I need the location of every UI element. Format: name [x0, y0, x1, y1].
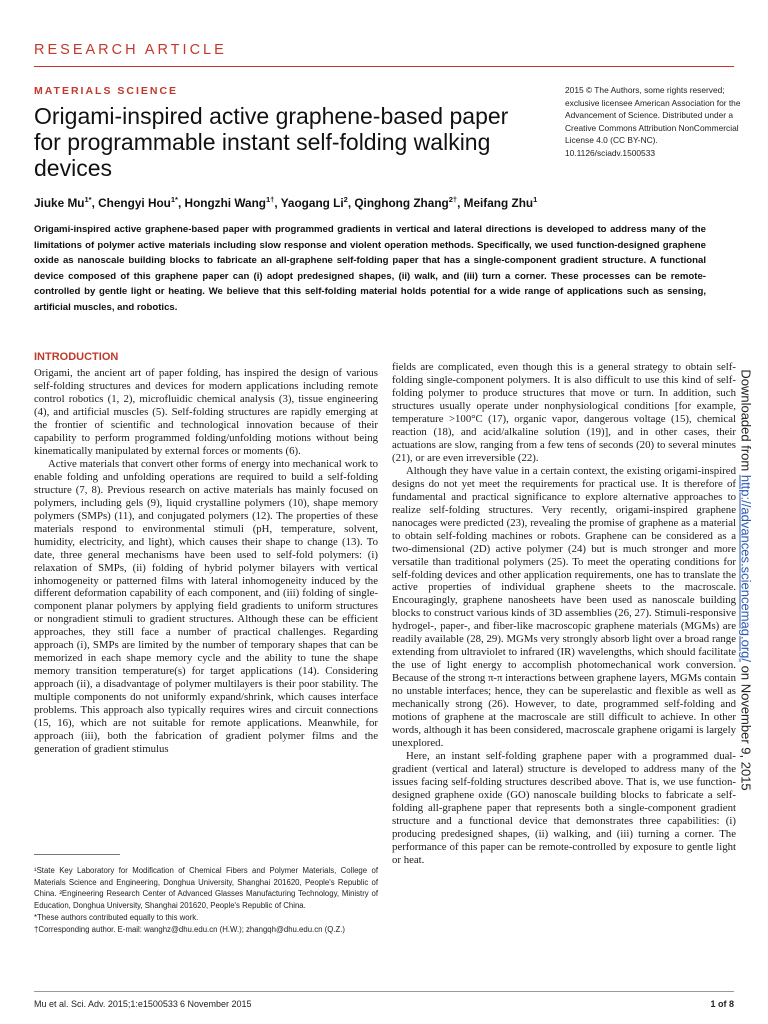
author-name: Chengyi Hou — [98, 195, 171, 210]
body-column-right — [392, 361, 736, 867]
header-divider — [34, 66, 734, 67]
author-affiliation-mark: 2† — [448, 195, 458, 204]
body-column-left — [34, 367, 378, 756]
author-name: Qinghong Zhang — [354, 195, 449, 210]
section-label: RESEARCH ARTICLE — [34, 42, 227, 58]
author-name: Jiuke Mu — [34, 195, 85, 210]
page-number: 1 of 8 — [710, 999, 734, 1009]
side-note-prefix: Downloaded from — [738, 369, 754, 475]
author-affiliation-mark: 1 — [533, 195, 538, 204]
category-label: MATERIALS SCIENCE — [34, 85, 179, 97]
footer-date: 6 November 2015 — [180, 999, 252, 1009]
author-name: Yaogang Li — [280, 195, 344, 210]
equal-contribution-footnote: *These authors contributed equally to this work. — [34, 912, 199, 922]
corresponding-author-footnote: †Corresponding author. E-mail: wanghz@dhu.edu.cn (H.W.); zhangqh@dhu.edu.cn (Q.Z.) — [34, 924, 345, 934]
body-paragraph: fields are complicated, even though this is a general strategy to obtain self-folding single-component polymers. It is also difficult to use this kind of self-folding polymer to produce structures that move or turn. In addition, such structures usually operate under nonphysiological conditions [for example, temperature >100°C (17), organic vapor, dangerous voltage (15), chemical reaction (18), and acid/alkaline solution (19)], and in other cases, their actuations are slow, ranging from a few tens of seconds (20) to several minutes (21), or are even irreversible (22). — [392, 361, 736, 464]
abstract: Origami-inspired active graphene-based paper with programmed gradients in vertical and lateral directions is developed to address many of the limitations of polymer active materials including slow response and violent operation methods. Specifically, we used function-designed graphene oxide as nanoscale building blocks to fabricate an all-graphene self-folding paper that has a single-component gradient structure. A functional device composed of this graphene paper can (i) adopt predesigned shapes, (ii) walk, and (iii) turn a corner. These processes can be remote-controlled by gentle light or heating. We believe that this self-folding material holds potential for a wide range of applications such as sensing, artificial muscles, and robotics. — [34, 224, 706, 313]
footnotes — [34, 865, 378, 935]
author-affiliation-mark: 2 — [343, 195, 348, 204]
section-heading-introduction: INTRODUCTION — [34, 351, 119, 363]
body-paragraph: Here, an instant self-folding graphene paper with a programmed dual-gradient (vertical and lateral) structure is developed to address many of the issues facing self-folding structures described above. That is, we use function-designed graphene oxide (GO) nanoscale building blocks to fabricate a self-folding all-graphene paper that represents both a single-component gradient structure and a functional device that demonstrates three capabilities: (i) producing predesigned shapes, (ii) walking, and (iii) turning a corner. The performance of this paper can be remote-controlled by exposure to gentle light or heat. — [392, 750, 736, 866]
footer-divider — [34, 991, 734, 992]
author-affiliation-mark: 1* — [170, 195, 178, 204]
body-paragraph: Origami, the ancient art of paper folding, has inspired the design of various self-folding structures and devices for modern applications including remote control robotics (1, 2), microfluidic chemical analysis (3), tissue engineering (4), and artificial muscles (5). Self-folding structures are rapidly emerging at the frontier of scientific and technological innovation because of their capability to perform programmed folding/unfolding motions without being kinematically manipulated by external forces or moments (6). — [34, 367, 378, 457]
author-name: Hongzhi Wang — [184, 195, 267, 210]
author-affiliation-mark: 1* — [84, 195, 92, 204]
author-list: Jiuke $Mu^{1*}$, Chengyi Hou$^{1*}$, Hongzhi Wang$^{1\dagger}$, Yaogang Li$^2$, Qinghong Zhang$^{2\dagger}$, Meifang Zhu$^1$ — [34, 195, 538, 210]
footnote-divider — [34, 854, 120, 855]
side-note-suffix: on November 9, 2015 — [738, 662, 754, 791]
footer-citation: Mu et al. Sci. Adv. 2015;1:e1500533 — [34, 999, 178, 1009]
author-name: Meifang Zhu — [463, 195, 534, 210]
body-paragraph: Active materials that convert other forms of energy into mechanical work to enable folding and unfolding operations are required to build a self-folding structure (7, 8). Previous research on active materials has mainly focused on polymers, including gels (9), liquid crystalline polymers (10), shape memory polymers (SMPs) (11), and conjugated polymers (12). The properties of these materials respond to environmental stimuli (pH, temperature, solvent, humidity, electricity, and light), which causes their shape to change (13). To date, three general mechanisms have been used to self-fold polymers: (i) relaxation of SMPs, (ii) folding of hybrid polymer bilayers with vertical inhomogeneity or patterned films with lateral inhomogeneity induced by the different deformation capability of each component, and (iii) folding of single-component planar polymers by applying field gradients to uniform structures or nongradient stimuli to gradient structures. Although these can be efficient approaches, they still face a number of practical challenges. Regarding approach (i), SMPs are limited by the number of temporary shapes that can be memorized in each shape memory cycle and the ability to tune the shape memory transition temperature(s) for target applications (14). Considering approach (ii), a disadvantage of polymer multilayers is their poor stability. The multiple components do not uniformly expand/shrink, which causes interface problems. This approach also typically requires wires and circuit connections (15, 16), which are not suitable for remote applications. Meanwhile, for approach (iii), both the fabrication of gradient polymer films and the generation of gradient stimulus — [34, 457, 378, 756]
author-affiliation-mark: 1† — [266, 195, 275, 204]
affiliations-footnote: ¹State Key Laboratory for Modification of Chemical Fibers and Polymer Materials, College of Materials Science and Engineering, Donghua University, Shanghai 201620, People's Republic of China. ²Engineering Research Center of Advanced Glasses Manufacturing Technology, Ministry of Education, Donghua University, Shanghai 201620, People's Republic of China. — [34, 866, 378, 911]
license-notice: 2015 © The Authors, some rights reserved; exclusive licensee American Association for the Advancement of Science. Distributed under a Creative Commons Attribution NonCommercial License 4.0 (CC BY-NC). 10.1126/sciadv.1500533 — [565, 85, 741, 158]
body-paragraph: Although they have value in a certain context, the existing origami-inspired designs do not yet meet the requirements for practical use. It is therefore of fundamental and practical significance to explore alternative approaches to realize self-folding structures. Very recently, origami-inspired graphene nanocages were predicted (23), revealing the promise of graphene as a material to obtain self-folding machines or robots. Graphene can be considered as a two-dimensional (2D) active polymer (24) but is much stronger and more versatile than traditional polymers (25). To meet the operating conditions for self-folding devices and other application requirements, one has to translate the active properties of individual graphene sheets to the macroscale. Encouragingly, graphene nanosheets have been used as nanoscale building blocks to construct various kinds of 3D assemblies (26, 27). Stimuli-responsive hydrogel-, paper-, and fiber-like macroscopic graphene materials (MGMs) are readily available (28, 29). MGMs very strongly absorb light over a broad range extending from ultraviolet to infrared (IR) wavelengths, which should facilitate the use of light energy to accomplish photomechanical work conversion. Because of the strong π-π interactions between graphene layers, MGMs contain no unstable interfaces; hence, they can be superelastic and flexible as well as mechanically strong (26). However, to date, programmed self-folding and motions of graphene at the macroscale are still difficult to achieve. In other words, although it has been considered, macroscale graphene origami is largely unexplored. — [392, 464, 736, 750]
side-note-link[interactable]: http://advances.sciencemag.org/ — [738, 474, 754, 663]
download-side-note — [736, 300, 756, 860]
article-title: Origami-inspired active graphene-based paper for programmable instant self-folding walking devices — [34, 103, 509, 181]
